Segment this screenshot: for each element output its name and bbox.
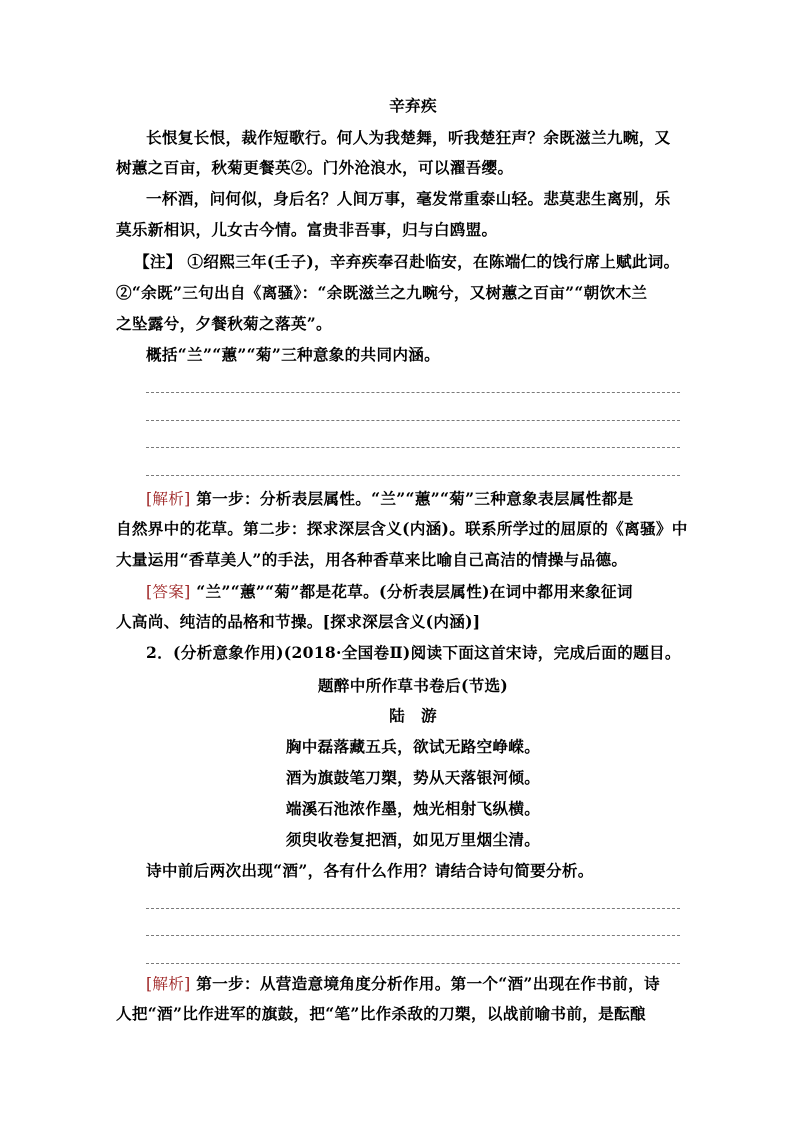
answer-rule	[146, 908, 680, 909]
analysis-tag: [解析]	[146, 975, 191, 993]
note-line: ②“余既”三句出自《离骚》：“余既滋兰之九畹兮，又树蕙之百亩”“朝饮木兰	[116, 283, 648, 302]
analysis2-text: 第一步：从营造意境角度分析作用。第一个“酒”出现在作书前，诗	[190, 974, 660, 993]
note-line: 【注】 ①绍熙三年(壬子)，辛弃疾奉召赴临安，在陈端仁的饯行席上赋此词。	[134, 252, 680, 271]
answer-rule	[146, 963, 680, 964]
analysis2-line	[146, 974, 686, 994]
analysis1-line: 自然界中的花草。第二步：探求深层含义(内涵)。联系所学过的屈原的《离骚》中	[116, 519, 688, 538]
note-line: 之坠露兮，夕餐秋菊之落英”。	[116, 314, 332, 333]
poem2-line: 端溪石池浓作墨，烛光相射飞纵横。	[285, 799, 541, 818]
poem2-line: 酒为旗鼓笔刀槊，势从天落银河倾。	[285, 768, 541, 787]
question1: 概括“兰”“蕙”“菊”三种意象的共同内涵。	[146, 345, 441, 364]
answer1-line: 人高尚、纯洁的品格和节操。[探求深层含义(内涵)]	[116, 612, 481, 631]
question2-intro: 2．(分析意象作用)(2018·全国卷Ⅱ)阅读下面这首宋诗，完成后面的题目。	[146, 643, 681, 662]
poem1-author: 辛弃疾	[389, 96, 437, 115]
analysis1-line: 大量运用“香草美人”的手法，用各种香草来比喻自己高洁的情操与品德。	[116, 550, 628, 569]
poem2-line: 胸中磊落藏五兵，欲试无路空峥嵘。	[285, 737, 541, 756]
poem2-author: 陆 游	[389, 706, 437, 725]
answer1-line	[146, 582, 686, 602]
answer1-text: “兰”“蕙”“菊”都是花草。(分析表层属性)在词中都用来象征词	[190, 582, 633, 601]
poem1-line: 一杯酒，问何似，身后名？人间万事，毫发常重泰山轻。悲莫悲生离别，乐	[146, 189, 671, 208]
answer-rule	[146, 935, 680, 936]
answer-rule	[146, 447, 680, 448]
poem1-line: 莫乐新相识，儿女古今情。富贵非吾事，归与白鸥盟。	[116, 220, 498, 239]
analysis2-line: 人把“酒”比作进军的旗鼓，把“笔”比作杀敌的刀槊，以战前喻书前，是酝酿	[116, 1004, 646, 1023]
question2: 诗中前后两次出现“酒”，各有什么作用？请结合诗句简要分析。	[146, 861, 594, 880]
answer-tag: [答案]	[146, 583, 191, 601]
poem2-title: 题醉中所作草书卷后(节选)	[317, 676, 509, 695]
poem1-line: 树蕙之百亩，秋菊更餐英②。门外沧浪水，可以濯吾缨。	[116, 158, 514, 177]
poem2-line: 须臾收卷复把酒，如见万里烟尘清。	[285, 830, 541, 849]
answer-rule	[146, 475, 680, 476]
analysis-tag: [解析]	[146, 490, 191, 508]
analysis1-text: 第一步：分析表层属性。“兰”“蕙”“菊”三种意象表层属性都是	[190, 489, 634, 508]
analysis1-line	[146, 489, 686, 509]
poem1-line: 长恨复长恨，裁作短歌行。何人为我楚舞，听我楚狂声？余既滋兰九畹，又	[146, 128, 671, 147]
answer-rule	[146, 392, 680, 393]
answer-rule	[146, 420, 680, 421]
